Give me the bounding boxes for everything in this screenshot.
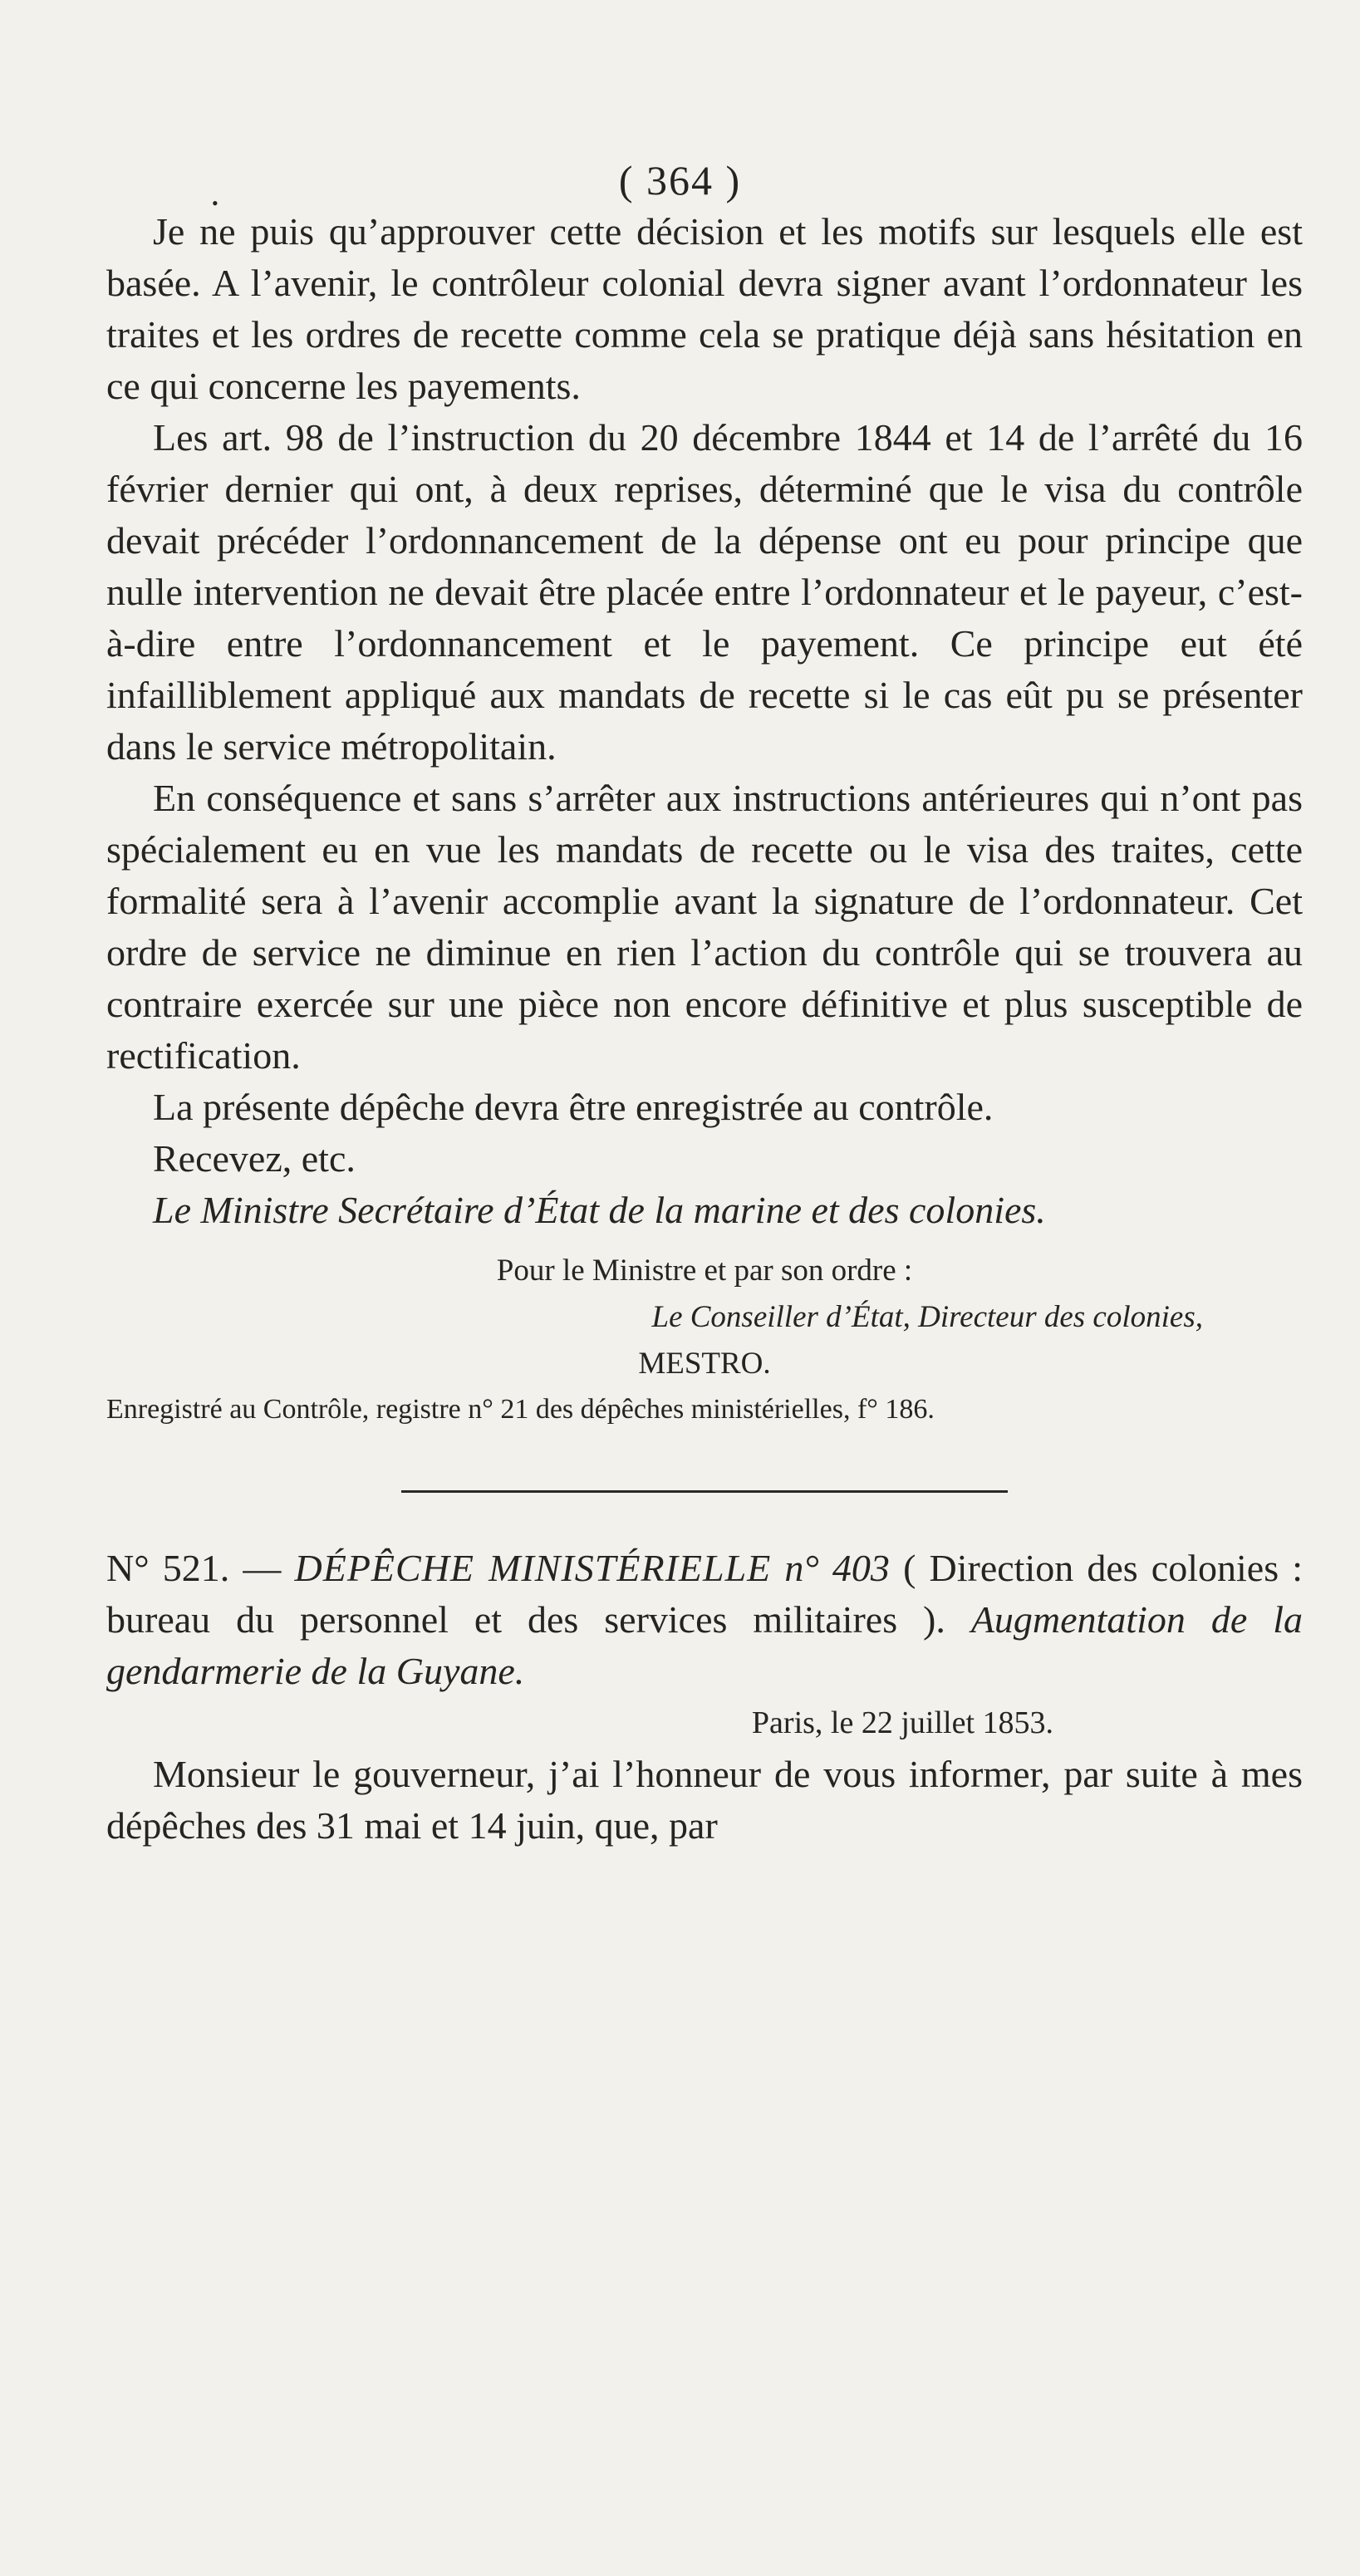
dispatch-header [106,1543,1303,1697]
paragraph-1: Je ne puis qu’approuver cette décision et les motifs sur lesquels elle est basée. A l’avenir, le contrôleur colonial devra signer avant l’ordonnateur les traites et les ordres de recette comme cela se pratique déjà sans hésitation en ce qui concerne les payements. [106,210,1303,407]
paragraph-4: La présente dépêche devra être enregistrée au contrôle. [153,1086,994,1128]
dispatch-heading: DÉPÊCHE MINISTÉRIELLE [294,1547,772,1589]
dispatch-direction: ( Direction des colonies : bureau du personnel et des services militaires ). [106,1547,1304,1641]
dispatch-subject: Augmentation de la gendarmerie de la Guyane. [106,1598,1303,1692]
paragraph-3: En conséquence et sans s’arrêter aux instructions antérieures qui n’ont pas spécialement eu en vue les mandats de recette ou le visa des traites, cette formalité sera à l’avenir accomplie avant la signature de l’ordonnateur. Cet ordre de service ne diminue en rien l’action du contrôle qui se trouvera au contraire exercée sur une pièce non encore définitive et plus susceptible de rectification. [106,777,1303,1077]
margin-mark: • [212,193,218,213]
body-text [106,206,1303,1852]
dispatch-number: N° 521. — [106,1547,282,1589]
dispatch-ref: n° 403 [784,1547,890,1589]
paragraph-2: Les art. 98 de l’instruction du 20 décembre 1844 et 14 de l’arrêté du 16 février dernier qui ont, à deux reprises, déterminé que le visa du contrôle devait précéder l’ordonnancement de la dépense ont eu pour principe que nulle intervention ne devait être placée entre l’ordonnateur et le payeur, c’est-à-dire entre l’ordonnancement et le payement. Ce principe eut été infailliblement appliqué aux mandats de recette si le cas eût pu se présenter dans le service métropolitain. [106,416,1303,768]
signature-role: Le Conseiller d’État, Directeur des colonies, [651,1300,1203,1334]
section-divider [401,1490,1008,1493]
registration-note: Enregistré au Contrôle, registre n° 21 des dépêches ministérielles, f° 186. [106,1394,935,1425]
page-number: ( 364 ) [618,157,742,204]
dispatch-opening: Monsieur le gouverneur, j’ai l’honneur de vous informer, par suite à mes dépêches des 31 mai et 14 juin, que, par [106,1753,1303,1847]
signature-title: Le Ministre Secrétaire d’État de la marine et des colonies. [153,1189,1046,1231]
signature-name: MESTRO. [638,1347,771,1381]
paragraph-5: Recevez, etc. [153,1137,356,1180]
signature-order: Pour le Ministre et par son ordre : [496,1254,913,1288]
dispatch-dateline: Paris, le 22 juillet 1853. [751,1705,1053,1740]
